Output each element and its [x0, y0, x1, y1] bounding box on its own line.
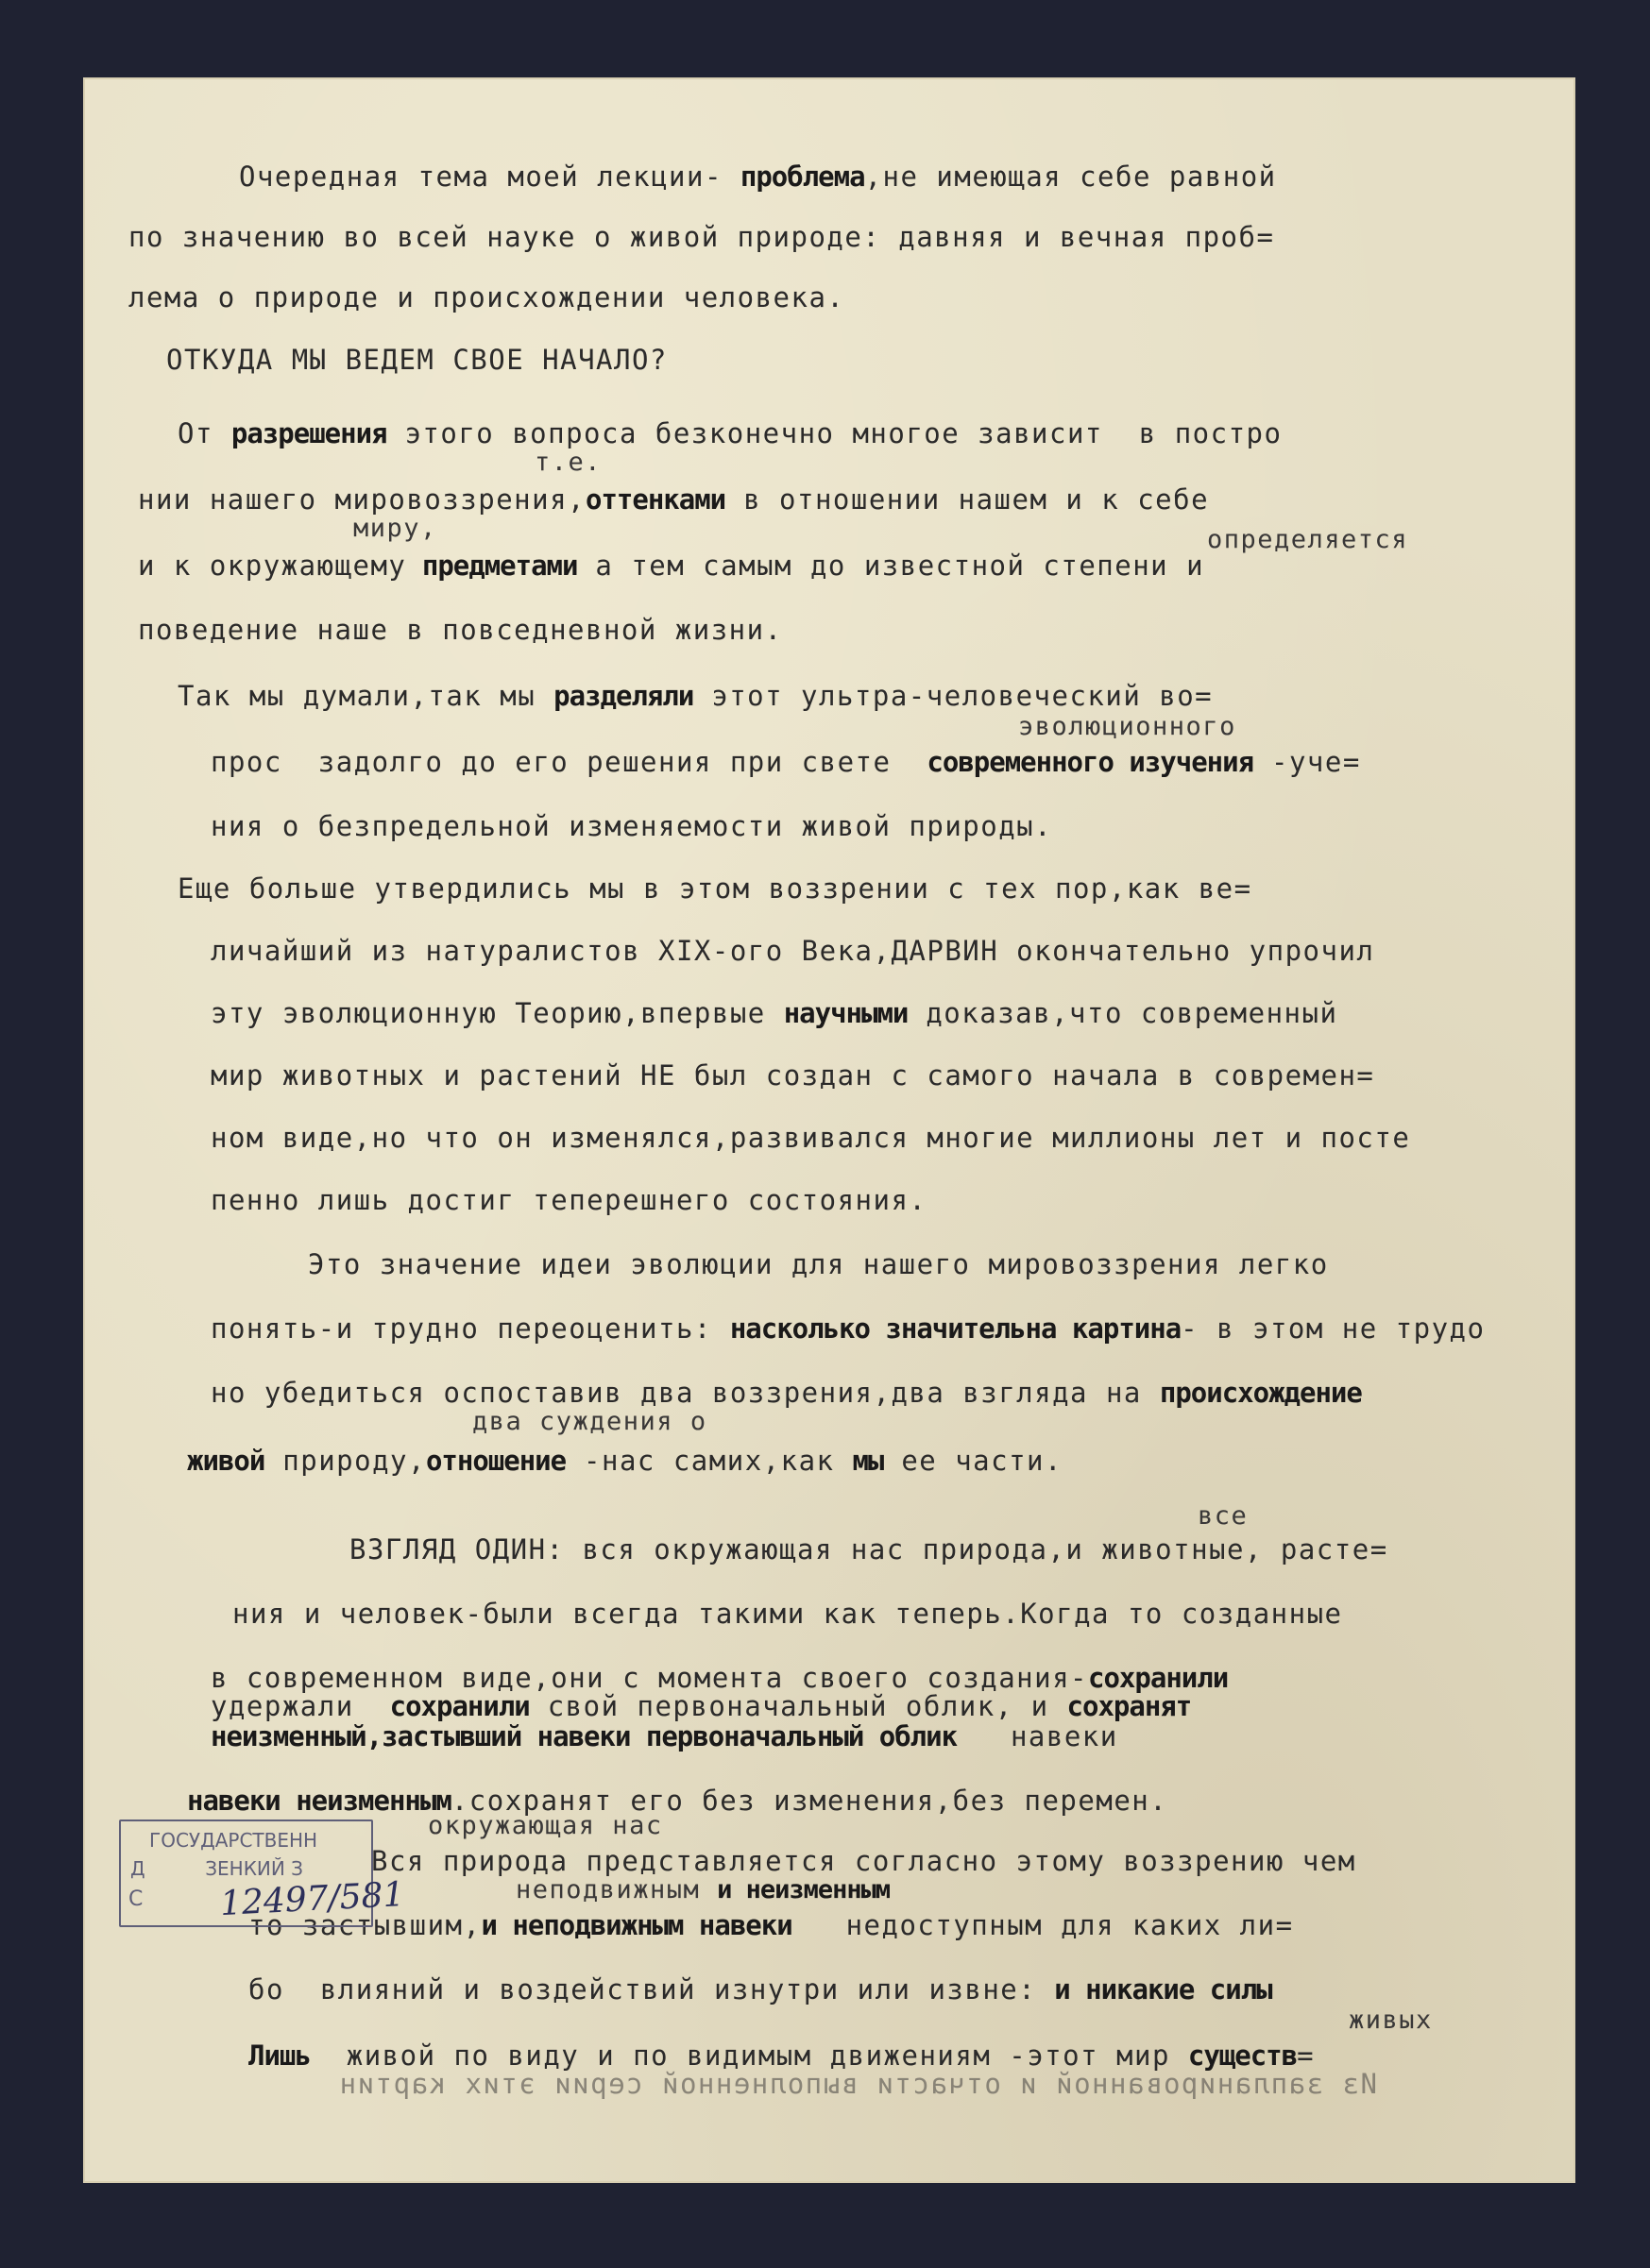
- archive-stamp: [119, 1819, 406, 1927]
- text-line: по значению во всей науке о живой природе: давняя и вечная проб=: [128, 221, 1275, 253]
- bleed-through-text: Из запланированной и отчасти выполненной серии этих картин: [338, 2068, 1377, 2100]
- text-line: то застывшим,и неподвижным навеки недоступным для каких ли=: [248, 1909, 1294, 1941]
- text-line: поведение наше в повседневной жизни.: [138, 614, 783, 646]
- text-line: в современном виде,они с момента своего создания-сохранили: [211, 1662, 1229, 1694]
- text-line: мир животных и растений НЕ был создан с самого начала в современ=: [211, 1059, 1375, 1092]
- text-line: ВЗГЛЯД ОДИН: вся окружающая нас природа,и животные, расте=: [349, 1533, 1388, 1566]
- text-line: эту эволюционную Теорию,впервые научными доказав,что современный: [211, 997, 1338, 1029]
- text-line: личайший из натуралистов XIX-ого Века,ДАРВИН окончательно упрочил: [211, 935, 1375, 967]
- text-line: Еще больше утвердились мы в этом воззрении с тех пор,как ве=: [178, 872, 1252, 905]
- insertion-text: определяется: [1207, 525, 1409, 554]
- text-line: ния о безпредельной изменяемости живой природы.: [211, 810, 1053, 842]
- text-line: Очередная тема моей лекции- проблема,не имеющая себе равной: [239, 161, 1277, 193]
- text-line: прос задолго до его решения при свете современного изучения -уче=: [211, 746, 1361, 778]
- text-line: Лишь живой по виду и по видимым движениям -этот мир существ=: [248, 2040, 1316, 2072]
- text-line: Это значение идеи эволюции для нашего мировоззрения легко: [308, 1248, 1329, 1280]
- insertion-text: окружающая нас: [428, 1811, 663, 1840]
- text-line: неизменный,застывший навеки первоначальный облик навеки: [211, 1720, 1118, 1752]
- insertion-text: неподвижным и неизменным: [516, 1875, 891, 1904]
- text-line: нии нашего мировоззрения,оттенками в отношении нашем и к себе: [138, 483, 1210, 516]
- stamp-line: С: [128, 1887, 144, 1911]
- text-line: удержали сохранили свой первоначальный облик, и сохранят: [211, 1690, 1192, 1722]
- insertion-text: миру,: [353, 514, 437, 543]
- stamp-line: ГОСУДАРСТВЕНН: [149, 1829, 318, 1852]
- text-line: навеки неизменным.сохранят его без изменения,без перемен.: [187, 1785, 1168, 1817]
- archive-number: 12497/581: [219, 1874, 406, 1924]
- stamp-line: Д ЗЕНКИЙ З: [130, 1857, 303, 1880]
- text-line: но убедиться оспоставив два воззрения,два взгляда на происхождение: [211, 1377, 1362, 1409]
- insertion-text: два суждения о: [472, 1407, 707, 1436]
- text-line: Так мы думали,так мы разделяли этот ультра-человеческий во=: [178, 680, 1214, 712]
- text-line: пенно лишь достиг теперешнего состояния.: [211, 1184, 927, 1216]
- text-line: понять-и трудно переоценить: насколько значительна картина- в этом не трудо: [211, 1312, 1486, 1345]
- insertion-text: живых: [1349, 2006, 1433, 2035]
- insertion-text: эволюционного: [1018, 712, 1236, 741]
- text-line: ния и человек-были всегда такими как теперь.Когда то созданные: [232, 1598, 1343, 1630]
- insertion-text: т.е.: [535, 448, 603, 477]
- text-line: лема о природе и происхождении человека.: [128, 281, 845, 313]
- insertion-text: все: [1198, 1501, 1249, 1531]
- text-line: живой природу,отношение -нас самих,как мы ее части.: [187, 1445, 1063, 1477]
- text-line: и к окружающему предметами а тем самым до известной степени и: [138, 550, 1205, 582]
- text-line: Вся природа представляется согласно этому воззрению чем: [371, 1845, 1356, 1877]
- document-page: [83, 77, 1575, 2183]
- text-line: От разрешения этого вопроса безконечно многое зависит в постро: [178, 417, 1283, 449]
- section-heading: ОТКУДА МЫ ВЕДЕМ СВОЕ НАЧАЛО?: [166, 344, 668, 376]
- text-line: бо влияний и воздействий изнутри или извне: и никакие силы: [248, 1973, 1272, 2006]
- text-line: ном виде,но что он изменялся,развивался многие миллионы лет и посте: [211, 1122, 1411, 1154]
